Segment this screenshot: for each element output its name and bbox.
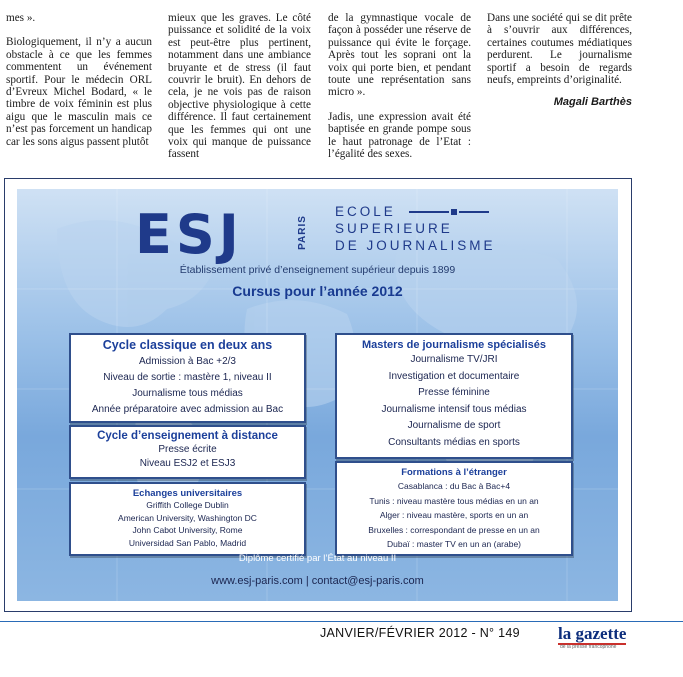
gazette-logo: la gazette: [558, 624, 627, 643]
cycle-distance-box: Cycle d’enseignement à distance Presse écrite Niveau ESJ2 et ESJ3: [69, 425, 306, 479]
footer-rule: [0, 621, 683, 622]
cursus-title: Cursus pour l’année 2012: [232, 283, 403, 299]
paragraph: Biologiquement, il n’y a aucun obstacle à ce que les femmes commentent un événement sportif. Pour le médecin ORL d’Evreux Michel Bodard, « le timbre de voix féminin est plus aigu que le masculin mais ce n’est pas forcement un handicap car les sons aigus passent plutôt: [6, 36, 152, 148]
masters-box: Masters de journalisme spécialisés Journalisme TV/JRI Investigation et documentaire Presse féminine Journalisme intensif tous médias Journalisme de sport Consultants médias en sports: [335, 333, 573, 459]
gazette-logo-subtitle: de la presse francophone: [560, 644, 617, 650]
paragraph: de la gymnastique vocale de façon à posséder une réserve de puissance qui évite le forçage. Après tout les soprani ont la voix qui porte bien, et pendant toute une représentation sans micro ».: [328, 12, 471, 99]
box-title: Cycle d’enseignement à distance: [97, 430, 278, 442]
paragraph: mes ».: [6, 12, 36, 24]
article-column-2: [168, 12, 311, 161]
paragraph: Dans une société qui se dit prête à s’ouvrir aux différences, certaines coutumes médiatiques perdurent. Le journalisme sportif a besoin de regards neufs, empreints d’originalité.: [487, 12, 632, 87]
author-signature: Magali Barthès: [553, 96, 632, 109]
box-title: Masters de journalisme spécialisés: [361, 339, 547, 351]
article-column-1: [6, 12, 152, 148]
article-column-3: [328, 12, 471, 160]
advertisement-frame: [4, 178, 632, 612]
echanges-box: Echanges universitaires Griffith College Dublin American University, Washington DC John Cabot University, Rome Universidad San Pablo, Madrid: [69, 482, 306, 556]
box-title: Formations à l’étranger: [401, 467, 507, 478]
school-name: ECOLE SUPERIEURE DE JOURNALISME: [335, 204, 496, 253]
diploma-note: Diplôme certifié par l’État au niveau II: [238, 553, 397, 564]
box-title: Cycle classique en deux ans: [102, 338, 273, 352]
website-contact: www.esj-paris.com | contact@esj-paris.com: [211, 575, 424, 587]
esj-advertisement: [17, 189, 618, 601]
article-column-4: [487, 12, 632, 109]
formations-etranger-box: Formations à l’étranger Casablanca : du Bac à Bac+4 Tunis : niveau mastère tous médias en un an Alger : niveau mastère, sports en un an Bruxelles : correspondant de presse en un an Dubaï : master TV en un an (arabe): [335, 461, 573, 556]
paris-vertical-label: PARIS: [296, 215, 308, 250]
box-title: Echanges universitaires: [132, 488, 243, 499]
establishment-tagline: Établissement privé d’enseignement supérieur depuis 1899: [179, 264, 456, 276]
cycle-classique-box: Cycle classique en deux ans Admission à Bac +2/3 Niveau de sortie : mastère 1, niveau II Journalisme tous médias Année préparatoire avec admission au Bac: [69, 333, 306, 423]
esj-logo: ESJ: [135, 203, 243, 266]
issue-date: JANVIER/FÉVRIER 2012 - N° 149: [320, 626, 520, 640]
paragraph: mieux que les graves. Le côté puissance et solidité de la voix est peut-être plus pertinent, notamment dans une ambiance bruyante et de stress (il faut couvrir le bruit). En dehors de cela, je ne vois pas de raison objective physiologique à cette différence. Il faut certainement que les femmes qui ont une voix qui manque de puissance fassent: [168, 12, 311, 161]
paragraph: Jadis, une expression avait été baptisée en grande pompe sous le haut patronage de l’Etat : l’égalité des sexes.: [328, 110, 471, 161]
